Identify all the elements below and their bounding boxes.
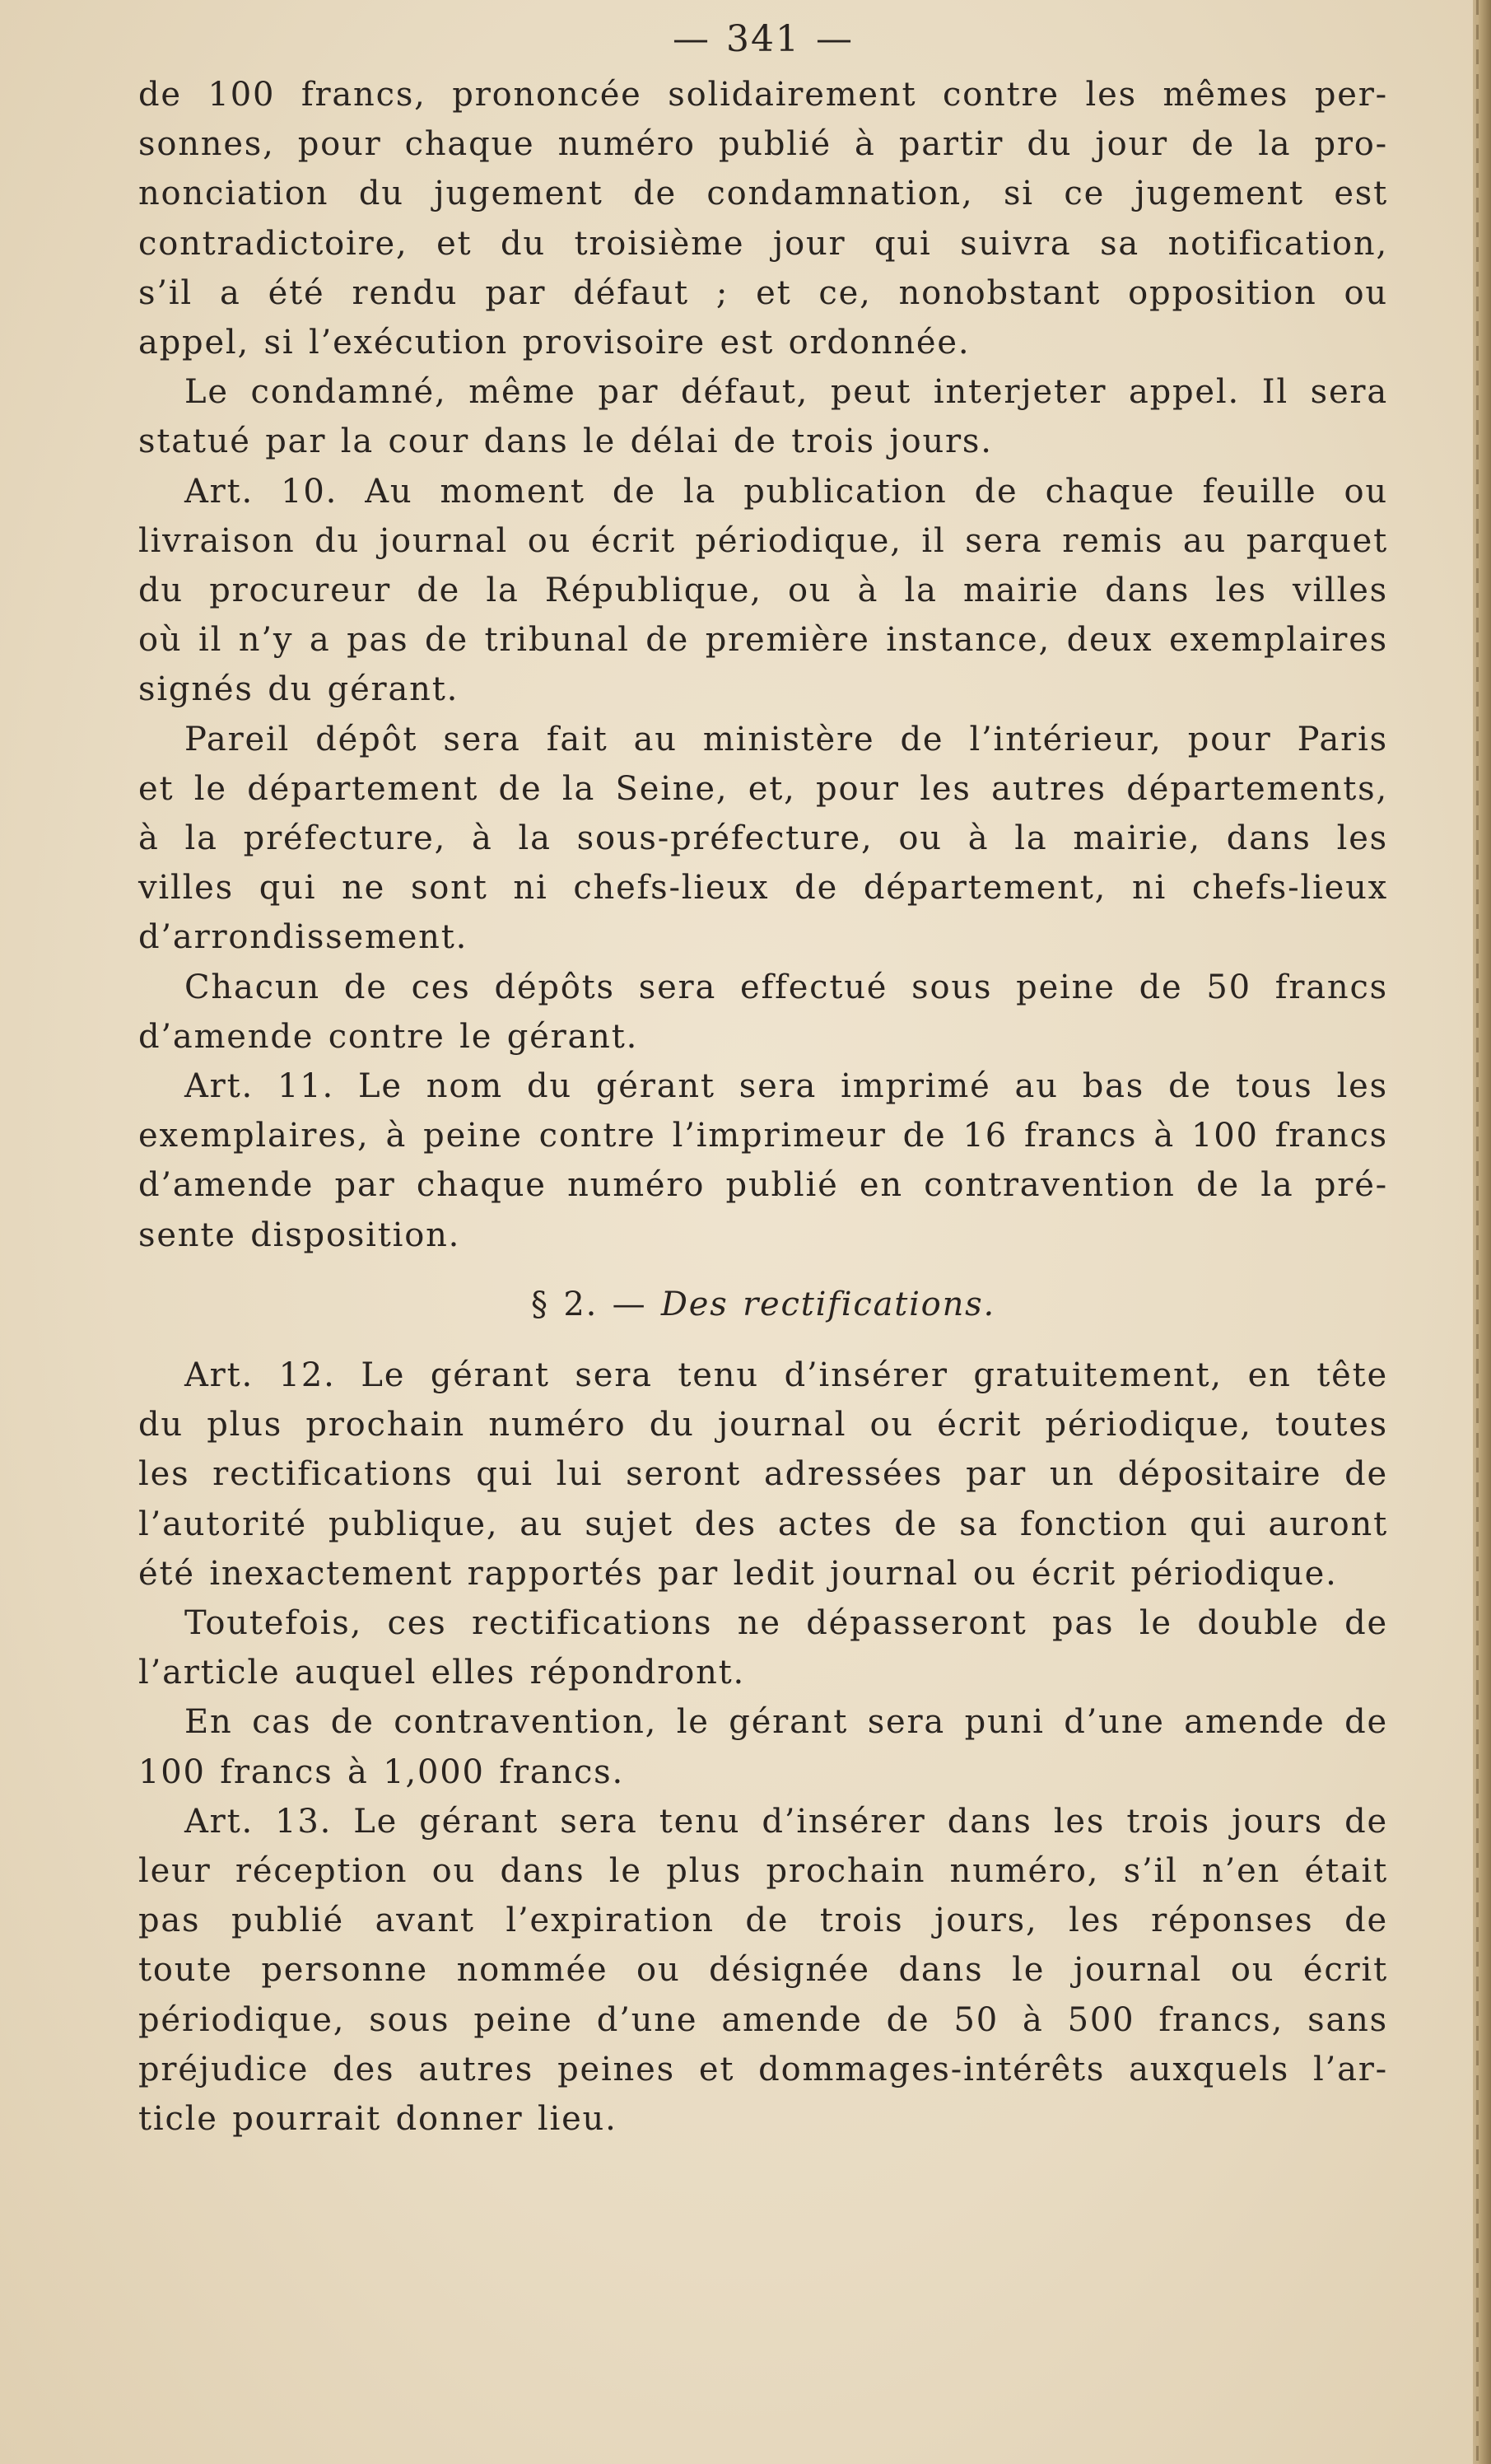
text-line: Art. 11. Le nom du gérant sera imprimé au bas de tous les [184, 1067, 1388, 1105]
text-line: exemplaires, à peine contre l’imprimeur de 16 francs à 100 francs [138, 1117, 1388, 1155]
text-line: appel, si l’exécution provisoire est ordonnée. [138, 324, 971, 362]
text-line: s’il a été rendu par défaut ; et ce, nonobstant opposition ou [138, 273, 1388, 312]
text-line: d’amende par chaque numéro publié en contravention de la pré- [138, 1166, 1388, 1205]
text-line: signés du gérant. [138, 670, 459, 709]
text-line: nonciation du jugement de condamnation, si ce jugement est [138, 175, 1388, 213]
section-heading [138, 1281, 1388, 1328]
text-line: contradictoire, et du troisième jour qui suivra sa notification, [138, 224, 1388, 263]
text-line: d’arrondissement. [138, 918, 468, 957]
text-line: d’amende contre le gérant. [138, 1017, 639, 1056]
text-line: préjudice des autres peines et dommages-intérêts auxquels l’ar- [138, 2050, 1388, 2088]
text-line: Pareil dépôt sera fait au ministère de l’intérieur, pour Paris [184, 720, 1388, 758]
text-line: statué par la cour dans le délai de trois jours. [138, 422, 993, 461]
text-line: Toutefois, ces rectifications ne dépasseront pas le double de [184, 1604, 1388, 1642]
text-line: de 100 francs, prononcée solidairement contre les mêmes per- [138, 76, 1388, 114]
text-line: à la préfecture, à la sous-préfecture, ou à la mairie, dans les [138, 819, 1388, 857]
text-line: Art. 13. Le gérant sera tenu d’insérer dans les trois jours de [184, 1802, 1388, 1841]
text-line: villes qui ne sont ni chefs-lieux de département, ni chefs-lieux [138, 869, 1388, 908]
text-line: ticle pourrait donner lieu. [138, 2100, 617, 2138]
text-line: Art. 12. Le gérant sera tenu d’insérer gratuitement, en tête [184, 1356, 1388, 1394]
text-line: et le département de la Seine, et, pour les autres départements, [138, 769, 1388, 808]
text-line: été inexactement rapportés par ledit journal ou écrit périodique. [138, 1554, 1338, 1593]
text-line: sente disposition. [138, 1216, 461, 1254]
text-line: livraison du journal ou écrit périodique, il sera remis au parquet [138, 521, 1388, 560]
text-line: Chacun de ces dépôts sera effectué sous peine de 50 francs [184, 968, 1388, 1006]
text-line: où il n’y a pas de tribunal de première instance, deux exemplaires [138, 621, 1388, 660]
page-number: — 341 — [673, 18, 854, 60]
text-line: périodique, sous peine d’une amende de 50 à 500 francs, sans [138, 2000, 1388, 2039]
text-line: les rectifications qui lui seront adressées par un dépositaire de [138, 1455, 1388, 1494]
text-line: du procureur de la République, ou à la mairie dans les villes [138, 572, 1388, 609]
section-heading-prefix: § 2. — [531, 1285, 661, 1323]
text-line: l’autorité publique, au sujet des actes de sa fonction qui auront [138, 1505, 1388, 1543]
text-line: 100 francs à 1,000 francs. [138, 1752, 625, 1791]
text-line: Art. 10. Au moment de la publication de chaque feuille ou [184, 472, 1388, 511]
text-line: du plus prochain numéro du journal ou écrit périodique, toutes [138, 1406, 1388, 1444]
text-line: Le condamné, même par défaut, peut interjeter appel. Il sera [184, 373, 1388, 412]
text-line: pas publié avant l’expiration de trois jours, les réponses de [138, 1902, 1388, 1940]
text-line: sonnes, pour chaque numéro publié à partir du jour de la pro- [138, 125, 1388, 164]
page-edge [1473, 0, 1491, 2464]
text-line: toute personne nommée ou désignée dans le journal ou écrit [138, 1951, 1388, 1990]
text-line: leur réception ou dans le plus prochain numéro, s’il n’en était [138, 1852, 1388, 1890]
section-heading-title: Des rectifications. [660, 1285, 995, 1323]
text-line: l’article auquel elles répondront. [138, 1654, 746, 1692]
text-line: En cas de contravention, le gérant sera puni d’une amende de [184, 1703, 1388, 1742]
